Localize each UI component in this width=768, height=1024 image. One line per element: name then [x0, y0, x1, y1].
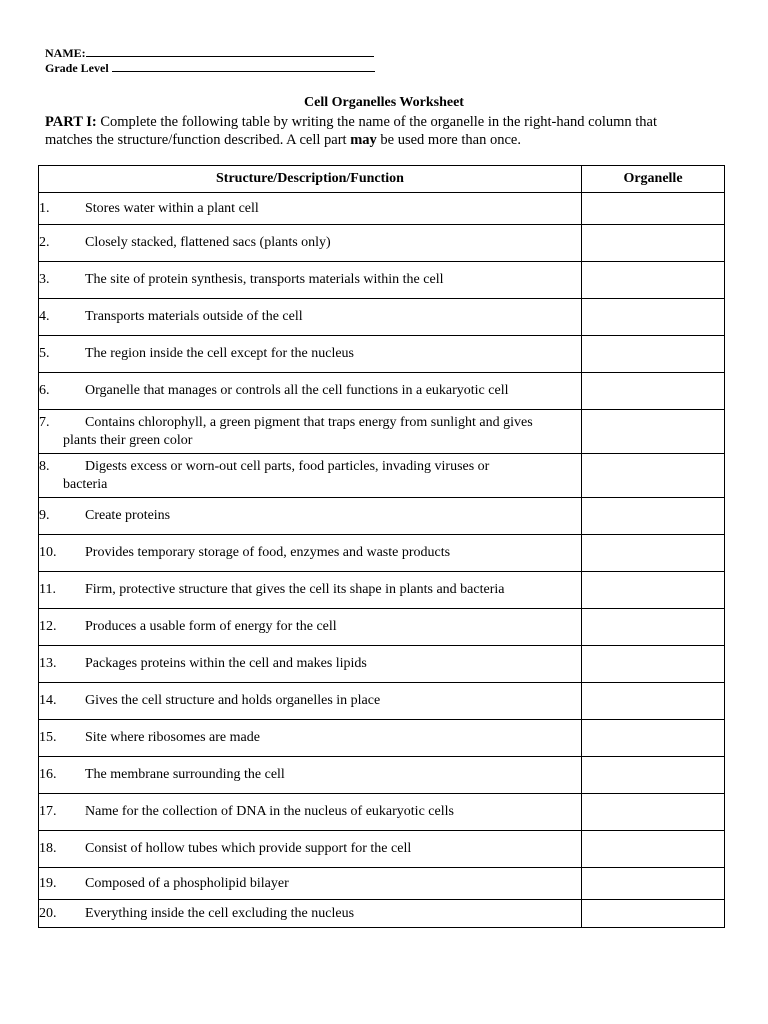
row-description: [39, 193, 582, 225]
organelle-table: [38, 165, 725, 928]
row-text: Stores water within a plant cell: [85, 200, 259, 216]
row-number: 4.: [39, 309, 50, 324]
grade-blank-line[interactable]: [112, 61, 375, 72]
organelle-answer-cell[interactable]: [582, 646, 725, 683]
row-text: The region inside the cell except for the nucleus: [85, 346, 355, 361]
organelle-answer-cell[interactable]: [582, 373, 725, 410]
instructions-emphasis: may: [350, 132, 377, 148]
organelle-answer-cell[interactable]: [582, 262, 725, 299]
row-description: [39, 336, 582, 373]
row-number: 17.: [39, 804, 57, 819]
organelle-answer-cell[interactable]: [582, 868, 725, 900]
table-row: [39, 572, 725, 609]
row-description: [39, 720, 582, 757]
table-row: [39, 336, 725, 373]
organelle-answer-cell[interactable]: [582, 498, 725, 535]
organelle-answer-cell[interactable]: [582, 193, 725, 225]
row-number: 19.: [39, 875, 57, 891]
row-description: [39, 410, 582, 454]
organelle-answer-cell[interactable]: [582, 900, 725, 928]
row-number: 20.: [39, 905, 57, 921]
row-text: Produces a usable form of energy for the cell: [85, 619, 337, 634]
row-description: [39, 757, 582, 794]
row-description: [39, 900, 582, 928]
row-text: Firm, protective structure that gives the cell its shape in plants and bacteria: [85, 582, 505, 597]
row-text: Provides temporary storage of food, enzymes and waste products: [85, 545, 451, 560]
table-row: [39, 831, 725, 868]
row-number: 13.: [39, 656, 57, 671]
row-text: Organelle that manages or controls all the cell functions in a eukaryotic cell: [85, 383, 509, 398]
worksheet-title: Cell Organelles Worksheet: [304, 95, 464, 110]
row-description: [39, 609, 582, 646]
name-label: NAME:: [45, 46, 86, 60]
table-row: [39, 900, 725, 928]
organelle-answer-cell[interactable]: [582, 572, 725, 609]
organelle-answer-cell[interactable]: [582, 609, 725, 646]
row-text: Closely stacked, flattened sacs (plants only): [85, 235, 331, 250]
row-number: 9.: [39, 508, 50, 523]
row-description: [39, 262, 582, 299]
table-header-row: [39, 166, 725, 193]
organelle-answer-cell[interactable]: [582, 757, 725, 794]
table-row: [39, 720, 725, 757]
row-text: Everything inside the cell excluding the nucleus: [85, 905, 355, 921]
row-text: The membrane surrounding the cell: [85, 767, 285, 782]
table-row: [39, 454, 725, 498]
grade-label: Grade Level: [45, 61, 109, 75]
row-number: 14.: [39, 693, 57, 708]
organelle-answer-cell[interactable]: [582, 299, 725, 336]
row-description: [39, 299, 582, 336]
row-text: Create proteins: [85, 508, 171, 523]
organelle-answer-cell[interactable]: [582, 225, 725, 262]
row-number: 16.: [39, 767, 57, 782]
row-number: 12.: [39, 619, 57, 634]
instructions: [45, 113, 705, 149]
row-description: [39, 454, 582, 498]
organelle-answer-cell[interactable]: [582, 720, 725, 757]
row-text: Digests excess or worn-out cell parts, food particles, invading viruses or: [85, 458, 490, 474]
row-text: Transports materials outside of the cell: [85, 309, 303, 324]
row-number: 1.: [39, 200, 50, 216]
row-text: Gives the cell structure and holds organelles in place: [85, 693, 381, 708]
row-description: [39, 794, 582, 831]
instructions-text-1: Complete the following table by writing the name of the organelle in the right-hand column that matches the structure/function described. A cell part: [45, 114, 657, 148]
name-field-row: [45, 46, 375, 61]
row-number: 18.: [39, 841, 57, 856]
row-description: [39, 572, 582, 609]
header-description: Structure/Description/Function: [39, 166, 582, 193]
row-number: 10.: [39, 545, 57, 560]
row-number: 5.: [39, 346, 50, 361]
table-row: [39, 646, 725, 683]
row-description: [39, 535, 582, 572]
organelle-answer-cell[interactable]: [582, 794, 725, 831]
row-text: The site of protein synthesis, transports materials within the cell: [85, 272, 444, 287]
row-text-continuation: plants their green color: [63, 432, 193, 448]
table-row: [39, 373, 725, 410]
row-number: 3.: [39, 272, 50, 287]
student-info-fields: [45, 46, 375, 76]
table-row: [39, 794, 725, 831]
organelle-answer-cell[interactable]: [582, 683, 725, 720]
row-text: Packages proteins within the cell and makes lipids: [85, 656, 367, 671]
row-description: [39, 225, 582, 262]
row-description: [39, 831, 582, 868]
row-text: Contains chlorophyll, a green pigment that traps energy from sunlight and gives: [85, 414, 533, 430]
table-row: [39, 868, 725, 900]
instructions-text-2: be used more than once.: [376, 132, 521, 148]
row-number: 11.: [39, 582, 56, 597]
row-number: 8.: [39, 458, 50, 474]
row-number: 2.: [39, 235, 50, 250]
organelle-answer-cell[interactable]: [582, 454, 725, 498]
table-row: [39, 683, 725, 720]
header-organelle: Organelle: [582, 166, 725, 193]
row-number: 7.: [39, 414, 50, 430]
name-blank-line[interactable]: [86, 46, 374, 57]
row-number: 6.: [39, 383, 50, 398]
row-number: 15.: [39, 730, 57, 745]
row-description: [39, 868, 582, 900]
row-text: Consist of hollow tubes which provide support for the cell: [85, 841, 412, 856]
row-text: Composed of a phospholipid bilayer: [85, 875, 289, 891]
row-text: Site where ribosomes are made: [85, 730, 260, 745]
organelle-answer-cell[interactable]: [582, 535, 725, 572]
row-description: [39, 683, 582, 720]
organelle-answer-cell[interactable]: [582, 336, 725, 373]
row-description: [39, 498, 582, 535]
table-row: [39, 757, 725, 794]
row-text-continuation: bacteria: [63, 476, 108, 492]
organelle-answer-cell[interactable]: [582, 410, 725, 454]
table-row: [39, 262, 725, 299]
table-row: [39, 410, 725, 454]
row-description: [39, 646, 582, 683]
table-row: [39, 225, 725, 262]
table-row: [39, 498, 725, 535]
table-row: [39, 609, 725, 646]
organelle-answer-cell[interactable]: [582, 831, 725, 868]
row-description: [39, 373, 582, 410]
table-row: [39, 193, 725, 225]
grade-field-row: [45, 61, 375, 76]
table-row: [39, 535, 725, 572]
part-label: PART I:: [45, 114, 97, 130]
table-row: [39, 299, 725, 336]
row-text: Name for the collection of DNA in the nucleus of eukaryotic cells: [85, 804, 454, 819]
